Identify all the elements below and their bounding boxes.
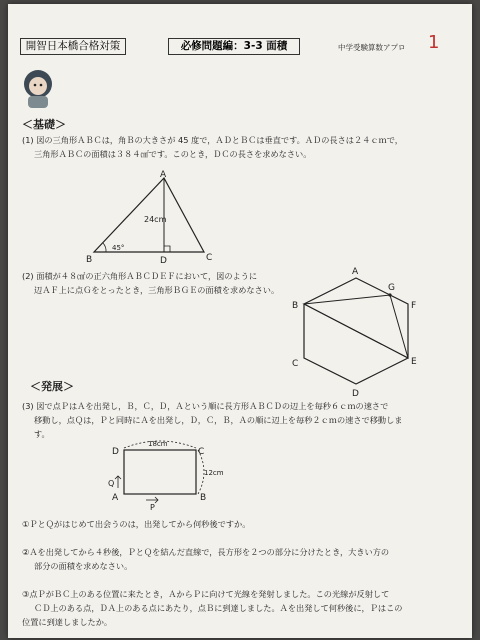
- hex-label-e: E: [411, 357, 417, 367]
- q1-triangle-figure: [84, 168, 234, 264]
- brand-label: 中学受験算数アプロ: [338, 43, 406, 52]
- hex-label-c: C: [292, 359, 299, 369]
- angle-mark: [103, 243, 106, 252]
- label-b: B: [86, 255, 93, 264]
- triangle-bge: [304, 295, 408, 358]
- q3-text-line2: 移動し，点Ｑは，Ｐと同時にＡを出発し，Ｄ，Ｃ，Ｂ，Ａの順に辺上を毎秒２ｃｍの速さで移動しま: [34, 415, 403, 425]
- q3-sub3-line1: ③点ＰがＢＣ上のある位置に来たとき，ＡからＰに向けて光線を発射しました。この光線が反射して: [22, 589, 390, 599]
- q3-sub2-line2: 部分の面積を求めなさい。: [34, 561, 133, 571]
- rect-label-b: B: [200, 493, 207, 503]
- q2-text-line2: 辺ＡＦ上に点Ｇをとったとき，三角形ＢＧＥの面積を求めなさい。: [34, 285, 280, 295]
- label-d: D: [160, 256, 167, 264]
- label-c: C: [206, 253, 213, 263]
- section-basic: ＜基礎＞: [22, 118, 66, 131]
- page-number: 1: [428, 32, 440, 53]
- worksheet-page: [8, 4, 472, 638]
- q3-text-line3: す。: [34, 429, 50, 439]
- q3-sub3-line3: 位置に到達しましたか。: [22, 617, 113, 627]
- rect-label-a: A: [112, 493, 119, 503]
- q3-text-line1: (3) 図で点ＰはＡを出発し，Ｂ，Ｃ，Ｄ，Ａという順に長方形ＡＢＣＤの辺上を毎秒６ｃｍの速さで: [22, 401, 389, 411]
- right-angle-mark: [164, 246, 170, 252]
- label-a: A: [160, 170, 167, 180]
- rect-label-c: C: [198, 447, 205, 457]
- hex-label-f: F: [411, 301, 417, 311]
- rect-label-d: D: [112, 447, 119, 457]
- mascot-icon: [18, 66, 58, 110]
- q3-sub1: ①ＰとＱがはじめて出会うのは，出発してから何秒後ですか。: [22, 519, 251, 529]
- school-label: 開智日本橋合格対策: [20, 38, 126, 55]
- label-q: Q: [108, 479, 115, 488]
- q3-rectangle-figure: [98, 434, 238, 514]
- hex-label-g: G: [388, 283, 395, 293]
- hex-label-d: D: [352, 389, 359, 399]
- label-side-length: 12cm: [204, 469, 224, 477]
- page-title: 必修問題編：3-3 面積: [168, 38, 300, 55]
- q3-sub3-line2: ＣＤ上のある点，ＤＡ上のある点にあたり，点Ｂに到達しました。Ａを出発して何秒後に，Ｐはこの: [34, 603, 403, 613]
- q2-text-line1: (2) 面積が４８㎠の正六角形ＡＢＣＤＥＦにおいて，図のように: [22, 271, 258, 281]
- label-p: P: [150, 503, 155, 512]
- length-label: 24cm: [144, 215, 167, 224]
- rectangle-abcd: [124, 450, 196, 494]
- label-top-length: 18cm: [148, 440, 168, 448]
- section-advanced: ＜発展＞: [30, 380, 74, 393]
- angle-label: 45°: [112, 244, 125, 252]
- hex-label-a: A: [352, 267, 359, 277]
- q1-text-line2: 三角形ＡＢＣの面積は３８４㎠です。このとき，ＤＣの長さを求めなさい。: [34, 149, 312, 159]
- q3-sub2-line1: ②Ａを出発してから４秒後，ＰとＱを結んだ直線で，長方形を２つの部分に分けたとき，大きい方の: [22, 547, 390, 557]
- hex-label-b: B: [292, 301, 299, 311]
- q1-text-line1: (1) 図の三角形ＡＢＣは，角Ｂの大きさが 45 度で，ＡＤとＢＣは垂直です。ＡＤの長さは２４ｃｍで，: [22, 135, 403, 145]
- q2-hexagon-figure: [292, 262, 422, 402]
